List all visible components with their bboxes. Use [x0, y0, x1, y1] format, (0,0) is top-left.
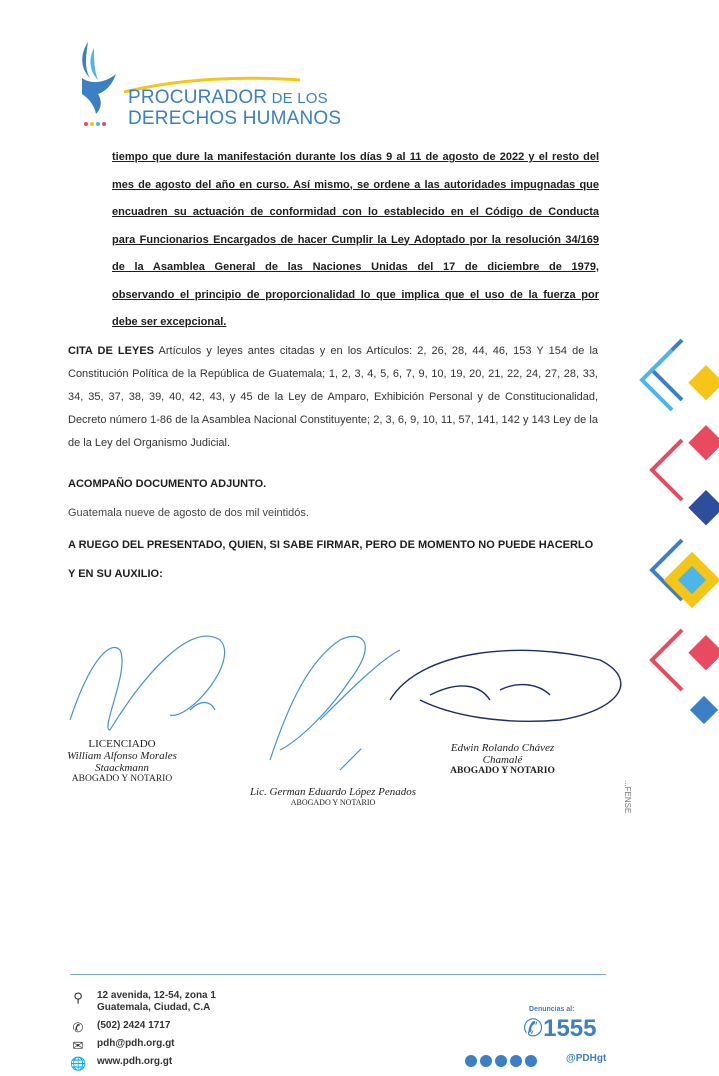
signature-title: LICENCIADO	[88, 738, 156, 750]
phone-circle-icon: ✆	[523, 1015, 544, 1042]
decorative-pattern	[612, 330, 719, 750]
logo-text-line1-small: DE LOS	[267, 90, 328, 107]
petition-line: tiempo que dure la manifestación durante los días 9 al 11 de agosto de 2022 y el resto del	[112, 151, 599, 163]
signature-block-3	[430, 742, 575, 776]
cita-de-leyes	[68, 340, 598, 455]
mail-icon: ✉	[72, 1038, 84, 1053]
social-icons	[465, 1052, 540, 1066]
logo-text-line2: DERECHOS HUMANOS	[128, 108, 342, 129]
phone-icon: ✆	[72, 1020, 84, 1035]
globe-icon: 🌐	[70, 1056, 87, 1071]
ruego-line: A RUEGO DEL PRESENTADO, QUIEN, SI SABE FIRMAR, PERO DE MOMENTO NO PUEDE HACERLO Y EN SU AUXILIO:	[68, 539, 594, 580]
address-line-1: 12 avenida, 12-54, zona 1	[97, 990, 216, 1001]
signature-block-1	[42, 738, 202, 784]
signature-1-stroke	[70, 636, 225, 730]
youtube-icon[interactable]	[495, 1055, 507, 1067]
pdh-logo	[74, 38, 342, 138]
address-line-2: Guatemala, Ciudad, C.A	[97, 1002, 211, 1013]
cita-text: Artículos y leyes antes citadas y en los Artículos: 2, 26, 28, 44, 46, 153 Y 154 de la Constitución Política de la República de Guatemala; 1, 2, 3, 4, 5, 6, 7, 9, 10, 19, 20, 21, 22, 24, 27, 28, 33, 34, 35, 37, 38, 39, 40, 42, 43, y 45 de la Ley de Amparo, Exhibición Personal y de Constitucionalidad, Decreto número 1-86 de la Asamblea Nacional Constituyente; 2, 3, 6, 9, 10, 11, 57, 141, 142 y 143 Ley de la de la Ley del Organismo Judicial.	[68, 345, 599, 449]
email-link[interactable]: pdh@pdh.org.gt	[97, 1038, 175, 1049]
side-vertical-text: ...FENSE	[623, 780, 632, 814]
web-link[interactable]: www.pdh.org.gt	[97, 1056, 173, 1067]
signature-name: Lic. German Eduardo López Penados	[249, 786, 417, 798]
signature-role: ABOGADO Y NOTARIO	[450, 766, 555, 776]
petition-line: debe ser excepcional.	[112, 316, 227, 328]
signature-role: ABOGADO Y NOTARIO	[290, 798, 376, 807]
cita-heading: CITA DE LEYES	[68, 345, 155, 357]
signature-block-2	[248, 786, 418, 807]
twitter-icon[interactable]	[510, 1055, 522, 1067]
signature-2-stroke	[270, 636, 400, 770]
denuncias-label: Denuncias al:	[529, 1006, 575, 1013]
acompano-line: ACOMPAÑO DOCUMENTO ADJUNTO.	[68, 478, 267, 490]
location-icon: ⚲	[73, 990, 83, 1005]
facebook-icon[interactable]	[465, 1055, 477, 1067]
logo-text-line1: PROCURADOR	[128, 87, 268, 108]
signature-role: ABOGADO Y NOTARIO	[71, 774, 173, 784]
phone-number: (502) 2424 1717	[97, 1020, 171, 1031]
petition-line: mes de agosto del año en curso. Así mismo, se ordene a las autoridades impugnadas que	[112, 178, 599, 191]
date-line: Guatemala nueve de agosto de dos mil veintidós.	[68, 507, 309, 519]
social-handle[interactable]: @PDHgt	[566, 1053, 607, 1064]
signature-name: William Alfonso Morales Staackmann	[67, 750, 177, 774]
petition-line: de la Asamblea General de las Naciones Unidas del 17 de diciembre de 1979,	[112, 261, 599, 273]
signature-3-stroke	[390, 650, 621, 721]
tiktok-icon[interactable]	[525, 1055, 537, 1067]
petition-paragraph	[112, 150, 599, 343]
petition-line: encuadren su actuación de conformidad con lo establecido en el Código de Conducta	[112, 206, 599, 218]
denuncias-number: ✆1555	[523, 1015, 597, 1042]
petition-line: para Funcionarios Encargados de hacer Cumplir la Ley Adoptado por la resolución 34/169	[112, 233, 599, 246]
instagram-icon[interactable]	[480, 1055, 492, 1067]
petition-line: observando el principio de proporcionalidad lo que implica que el uso de la fuerza por	[112, 288, 599, 301]
footer-divider	[70, 974, 606, 975]
signature-name: Edwin Rolando Chávez Chamalé	[450, 742, 555, 766]
